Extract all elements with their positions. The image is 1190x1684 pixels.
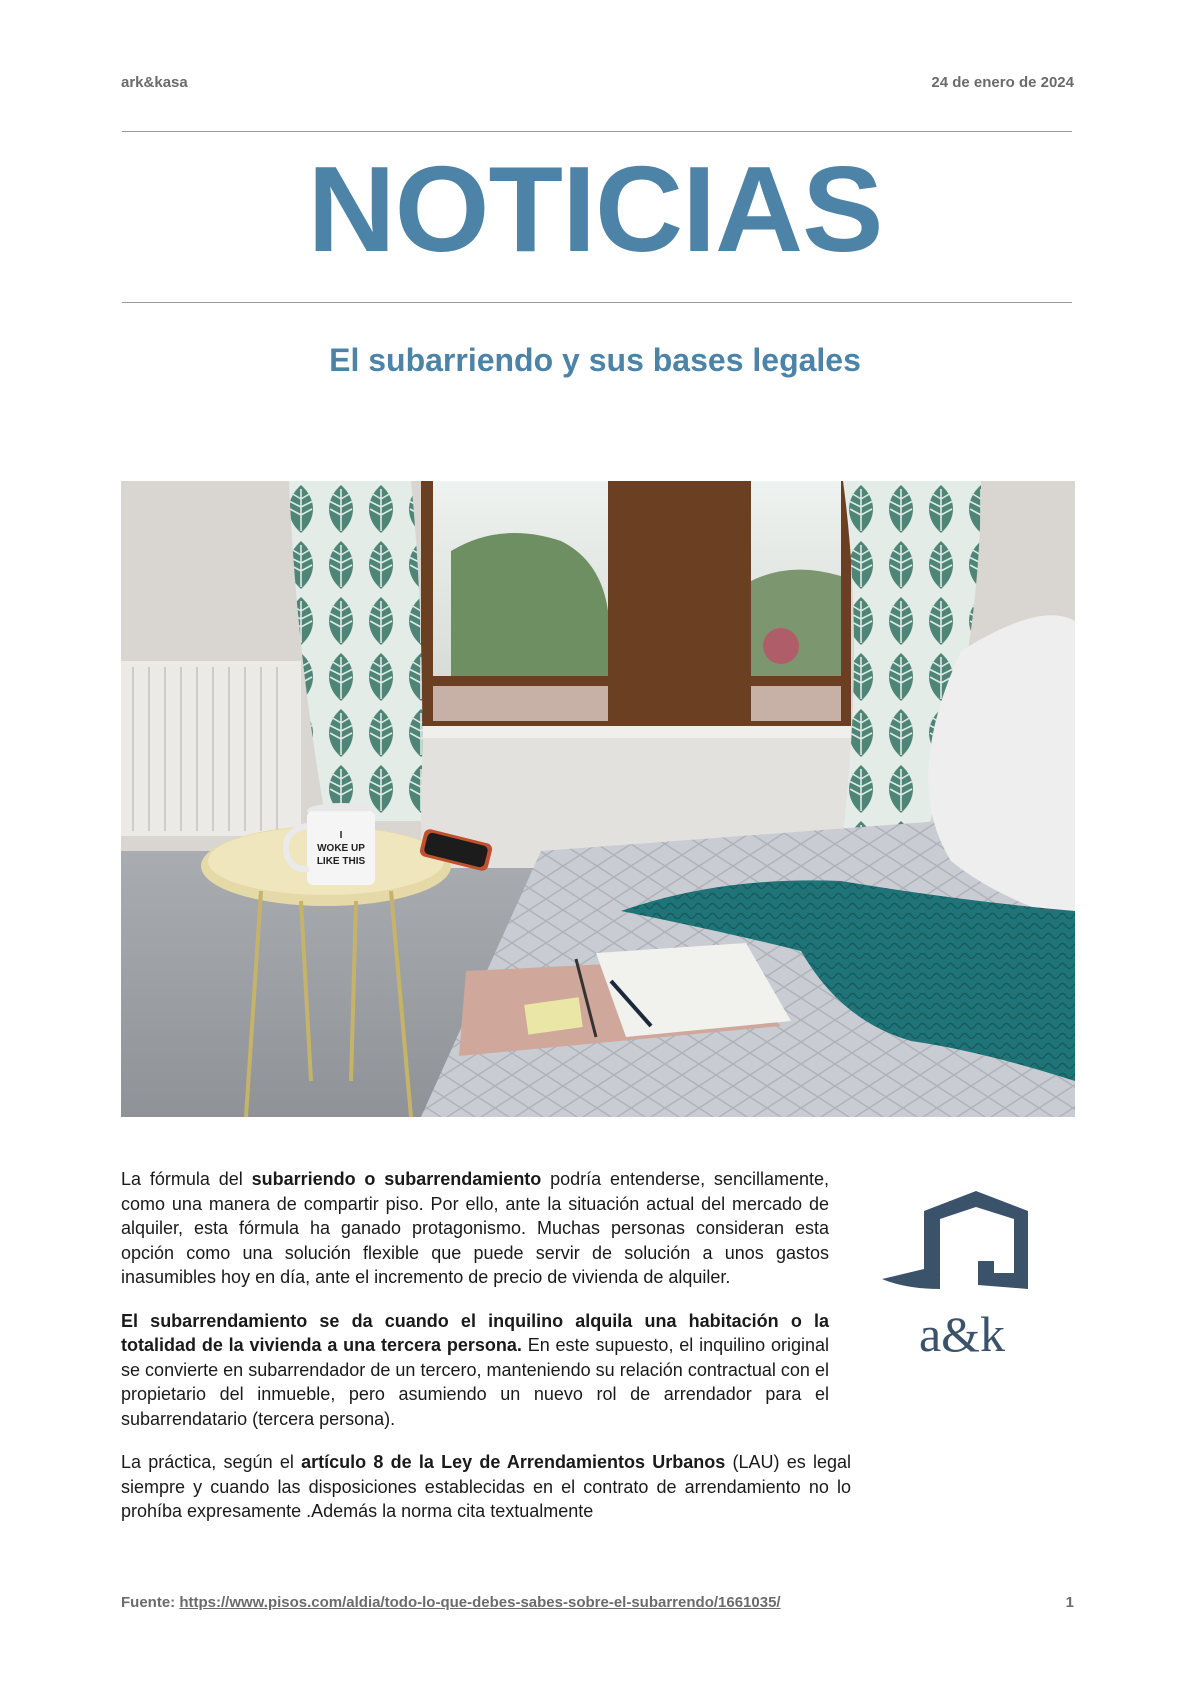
paragraph-2-rest: En este supuesto, el inquilino original se convierte en subarrendador de un tercero, manteniendo su relación contractual con el propietario del inmueble, pero asumiendo un nuevo rol de arrendador para el subarrendatario (tercera persona). — [121, 1335, 830, 1429]
source-link[interactable]: https://www.pisos.com/aldia/todo-lo-que-debes-sabes-sobre-el-subarrendo/1661035/ — [179, 1594, 781, 1611]
header-brand: ark&kasa — [121, 74, 188, 91]
mug-line-1: I — [339, 830, 343, 841]
paragraph-2-bold: El subarrendamiento se da cuando el inquilino alquila una habitación o la totalidad de la vivienda a una tercera persona. — [121, 1310, 829, 1355]
paragraph-3-rest: (LAU) es legal siempre y cuando las disposiciones establecidas en el contrato de arrendamiento no lo prohíba expresamente .Además la norma cita textualmente — [121, 1452, 851, 1521]
header-date: 24 de enero de 2024 — [931, 74, 1074, 91]
article-title: El subarriendo y sus bases legales — [329, 342, 861, 378]
footer-source — [121, 1594, 781, 1611]
paragraph-1-bold: subarriendo o subarrendamiento — [251, 1169, 542, 1189]
paragraph-1 — [121, 1167, 829, 1290]
mug-line-2: WOKE UP — [317, 843, 365, 854]
bottom-divider — [122, 302, 1072, 303]
paragraph-1-rest: podría entenderse, sencillamente, como una manera de compartir piso. Por ello, ante la situación actual del mercado de alquiler, esta fórmula ha ganado protagonismo. Muchas personas consideran esta opción como una solución flexible que puede servir de solución a unos gastos inasumibles hoy en día, ante el incremento de precio de vivienda de alquiler. — [121, 1169, 829, 1287]
window — [421, 481, 851, 868]
house-mark — [882, 1191, 1028, 1289]
footer-label: Fuente: — [121, 1594, 180, 1611]
logo-text: a&k — [918, 1306, 1006, 1359]
roof-base — [882, 1277, 940, 1289]
paragraph-2 — [121, 1309, 829, 1432]
company-logo — [876, 1189, 1036, 1359]
hero-image — [121, 481, 1075, 1117]
top-divider — [122, 131, 1072, 132]
paragraph-3-lead: La práctica, según el — [121, 1452, 302, 1472]
mug-line-3: LIKE THIS — [316, 856, 366, 867]
paragraph-3-bold: artículo 8 de la Ley de Arrendamientos Urbanos — [301, 1452, 726, 1472]
paragraph-1-lead: La fórmula del — [121, 1169, 252, 1189]
masthead: NOTICIAS — [307, 141, 883, 277]
paragraph-3 — [121, 1450, 851, 1524]
article-body — [121, 1167, 851, 1543]
radiator — [121, 661, 301, 836]
page-number: 1 — [1065, 1594, 1074, 1611]
